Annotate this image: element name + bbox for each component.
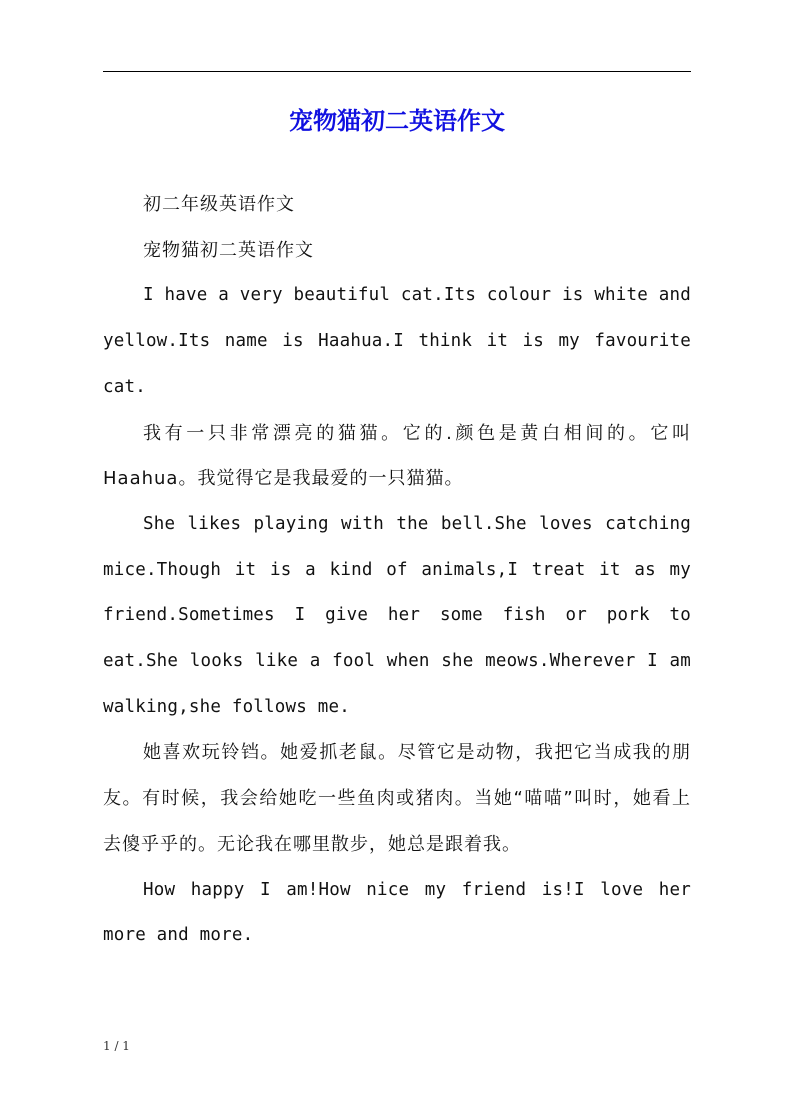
paragraph-english-conclusion: How happy I am!How nice my friend is!I love her more and more. [103, 879, 691, 946]
paragraph-subtitle-grade: 初二年级英语作文 [143, 194, 295, 215]
paragraph-english-habits: She likes playing with the bell.She loves catching mice.Though it is a kind of animals,I treat it as my friend.Sometimes I give her some fish or pork to eat.She looks like a fool when she meows.Wherever I am walking,she follows me. [103, 513, 691, 717]
paragraph-subtitle-topic: 宠物猫初二英语作文 [143, 239, 314, 261]
paragraph-chinese-intro: 我有一只非常漂亮的猫猫。它的.颜色是黄白相间的。它叫Haahua。我觉得它是我最爱的一只猫猫。 [103, 422, 691, 490]
page-number: 1 / 1 [103, 1039, 130, 1053]
header-rule [103, 71, 691, 72]
paragraph-english-intro: I have a very beautiful cat.Its colour is white and yellow.Its name is Haahua.I think it is my favourite cat. [103, 285, 691, 397]
document-title: 宠物猫初二英语作文 [289, 107, 505, 135]
document-body [103, 182, 691, 959]
paragraph-chinese-habits: 她喜欢玩铃铛。她爱抓老鼠。尽管它是动物，我把它当成我的朋友。有时候，我会给她吃一些鱼肉或猪肉。当她“喵喵”叫时，她看上去傻乎乎的。无论我在哪里散步，她总是跟着我。 [103, 742, 691, 855]
